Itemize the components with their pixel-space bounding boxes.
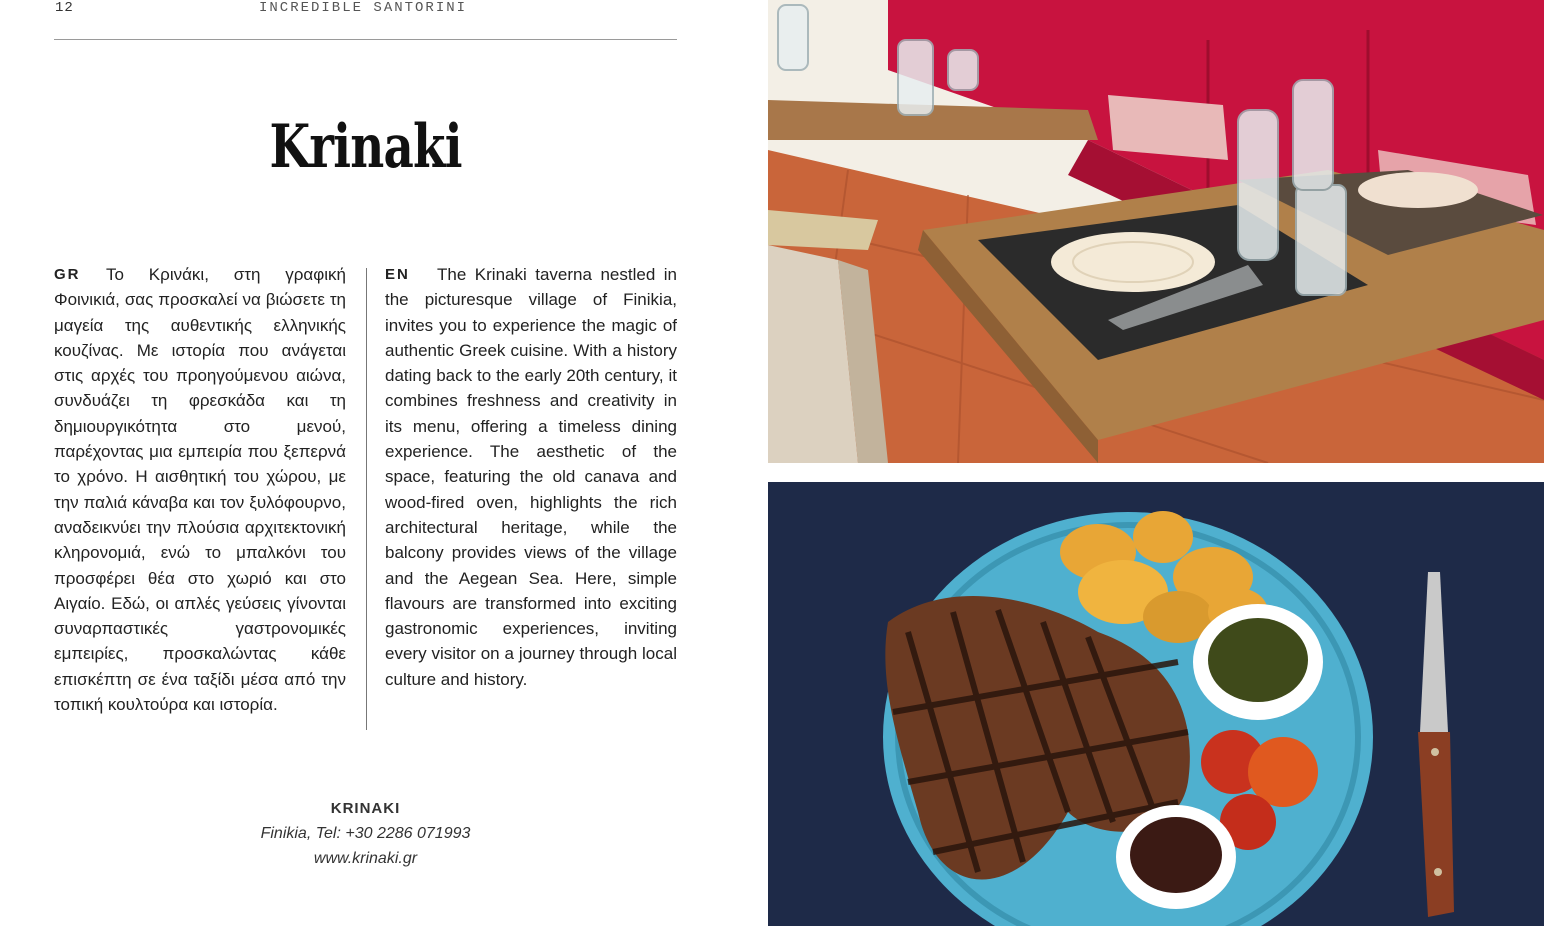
header-rule bbox=[54, 39, 677, 40]
english-column bbox=[385, 262, 677, 692]
steak-dish-photo bbox=[768, 482, 1544, 926]
steak-dish-illustration bbox=[768, 482, 1544, 926]
english-body-text: The Krinaki taverna nestled in the picturesque village of Finikia, invites you to experience the magic of authentic Greek cuisine. With a history dating back to the early 20th century, it combines freshness and creativity in its menu, offering a timeless dining experience. The aesthetic of the space, featuring the old canava and wood-fired oven, highlights the rich architectural heritage, while the balcony provides views of the village and the Aegean Sea. Here, simple flavours are transformed into exciting gastronomic experiences, inviting every visitor on a journey through local culture and history. bbox=[385, 265, 677, 689]
greek-body-text: Το Κρινάκι, στη γραφική Φοινικιά, σας προσκαλεί να βιώσετε τη μαγεία της αυθεντικής ελληνικής κουζίνας. Με ιστορία που ανάγεται στις αρχές του προηγούμενου αιώνα, συνδυάζει τη φρεσκάδα και τη δημιουργικότητα στο μενού, παρέχοντας μια εμπειρία που ξεπερνά το χρόνο. Η αισθητική του χώρου, με την παλιά κάναβα και τον ξυλόφουρνο, αναδεικνύει την πλούσια αρχιτεκτονική κληρονομιά, ενώ το μπαλκόνι του προσφέρει θέα στο χωριό και στο Αιγαίο. Εδώ, οι απλές γεύσεις γίνονται συναρπαστικές γαστρονομικές εμπειρίες, προσκαλώντας κάθε επισκέπτη σε ένα ταξίδι μέσα από την τοπική κουλτούρα και ιστορία. bbox=[54, 265, 346, 715]
language-tag-gr: GR bbox=[54, 266, 81, 283]
page-number: 12 bbox=[55, 0, 74, 16]
running-head: INCREDIBLE SANTORINI bbox=[259, 0, 468, 16]
language-tag-en: EN bbox=[385, 266, 410, 283]
restaurant-interior-illustration bbox=[768, 0, 1544, 463]
greek-column bbox=[54, 262, 346, 717]
article-title: Krinaki bbox=[269, 112, 462, 182]
contact-website[interactable]: www.krinaki.gr bbox=[313, 850, 418, 867]
contact-block bbox=[54, 796, 677, 871]
contact-name: KRINAKI bbox=[330, 800, 401, 817]
contact-address: Finikia, Tel: +30 2286 071993 bbox=[260, 825, 471, 842]
column-divider bbox=[366, 268, 367, 730]
restaurant-interior-photo bbox=[768, 0, 1544, 463]
